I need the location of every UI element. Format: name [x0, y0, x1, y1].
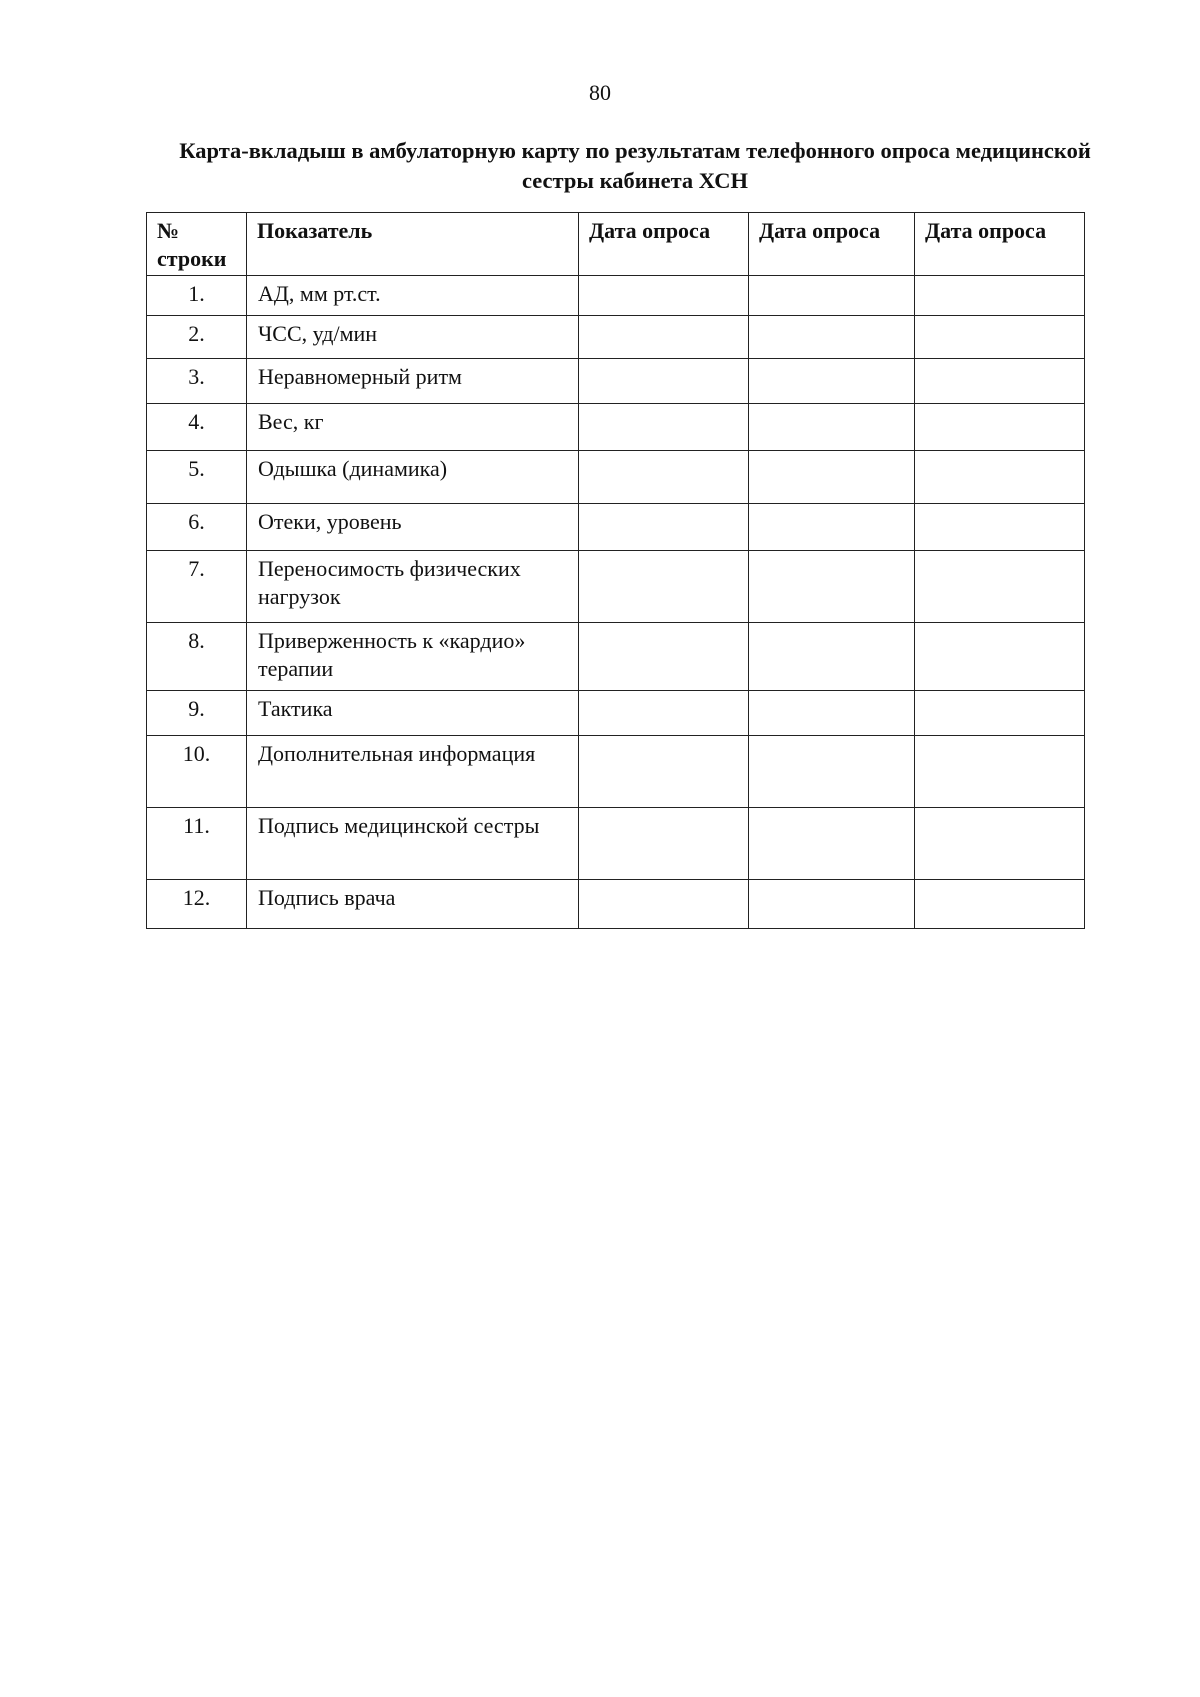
date-cell-3[interactable]: [915, 808, 1085, 880]
header-row-number-line-1: №: [157, 218, 180, 243]
table-row: [147, 551, 1085, 623]
date-cell-2[interactable]: [749, 316, 915, 359]
date-cell-1[interactable]: [579, 623, 749, 691]
date-cell-2[interactable]: [749, 808, 915, 880]
date-cell-3[interactable]: [915, 451, 1085, 504]
header-indicator: Показатель: [247, 213, 579, 276]
table-row: [147, 880, 1085, 929]
date-cell-3[interactable]: [915, 623, 1085, 691]
row-number: 11.: [147, 808, 247, 880]
date-cell-3[interactable]: [915, 316, 1085, 359]
row-label: Подпись врача: [247, 880, 579, 929]
date-cell-3[interactable]: [915, 504, 1085, 551]
table-row: [147, 736, 1085, 808]
table-row: [147, 623, 1085, 691]
date-cell-3[interactable]: [915, 551, 1085, 623]
row-number: 12.: [147, 880, 247, 929]
row-number: 3.: [147, 359, 247, 404]
date-cell-1[interactable]: [579, 404, 749, 451]
table-row: [147, 276, 1085, 316]
date-cell-2[interactable]: [749, 880, 915, 929]
date-cell-2[interactable]: [749, 691, 915, 736]
date-cell-1[interactable]: [579, 736, 749, 808]
date-cell-2[interactable]: [749, 504, 915, 551]
date-cell-2[interactable]: [749, 276, 915, 316]
header-date-1: Дата опроса: [579, 213, 749, 276]
row-label: ЧСС, уд/мин: [247, 316, 579, 359]
row-number: 5.: [147, 451, 247, 504]
row-label: Подпись медицинской сестры: [247, 808, 579, 880]
date-cell-3[interactable]: [915, 276, 1085, 316]
title-line-1: Карта-вкладыш в амбулаторную карту по результатам телефонного опроса медицинской: [179, 138, 1091, 163]
page-number: 80: [589, 80, 611, 105]
table-row: [147, 404, 1085, 451]
row-label: Вес, кг: [247, 404, 579, 451]
table-row: [147, 808, 1085, 880]
row-label: Переносимость физических нагрузок: [247, 551, 579, 623]
survey-table: [146, 212, 1085, 929]
title-line-2: сестры кабинета ХСН: [522, 168, 748, 193]
row-number: 8.: [147, 623, 247, 691]
date-cell-2[interactable]: [749, 359, 915, 404]
header-row-number: [147, 213, 247, 276]
date-cell-3[interactable]: [915, 691, 1085, 736]
row-label: Приверженность к «кардио» терапии: [247, 623, 579, 691]
header-row-number-line-2: строки: [157, 246, 227, 271]
date-cell-3[interactable]: [915, 880, 1085, 929]
table-row: [147, 359, 1085, 404]
date-cell-3[interactable]: [915, 404, 1085, 451]
table-row: [147, 504, 1085, 551]
date-cell-1[interactable]: [579, 880, 749, 929]
row-number: 4.: [147, 404, 247, 451]
table-row: [147, 451, 1085, 504]
row-number: 9.: [147, 691, 247, 736]
table-row: [147, 691, 1085, 736]
date-cell-2[interactable]: [749, 736, 915, 808]
date-cell-2[interactable]: [749, 551, 915, 623]
date-cell-1[interactable]: [579, 808, 749, 880]
table-header-row: [147, 213, 1085, 276]
date-cell-1[interactable]: [579, 316, 749, 359]
row-label: Одышка (динамика): [247, 451, 579, 504]
row-number: 6.: [147, 504, 247, 551]
header-date-3: Дата опроса: [915, 213, 1085, 276]
date-cell-1[interactable]: [579, 359, 749, 404]
date-cell-1[interactable]: [579, 276, 749, 316]
row-label: Тактика: [247, 691, 579, 736]
document-title: [140, 136, 1130, 196]
date-cell-3[interactable]: [915, 359, 1085, 404]
row-label: Неравномерный ритм: [247, 359, 579, 404]
row-label: Дополнительная информация: [247, 736, 579, 808]
row-label: АД, мм рт.ст.: [247, 276, 579, 316]
row-number: 1.: [147, 276, 247, 316]
date-cell-2[interactable]: [749, 623, 915, 691]
row-number: 2.: [147, 316, 247, 359]
date-cell-1[interactable]: [579, 451, 749, 504]
date-cell-3[interactable]: [915, 736, 1085, 808]
date-cell-1[interactable]: [579, 691, 749, 736]
row-number: 7.: [147, 551, 247, 623]
date-cell-2[interactable]: [749, 404, 915, 451]
date-cell-2[interactable]: [749, 451, 915, 504]
date-cell-1[interactable]: [579, 504, 749, 551]
date-cell-1[interactable]: [579, 551, 749, 623]
row-number: 10.: [147, 736, 247, 808]
table-row: [147, 316, 1085, 359]
header-date-2: Дата опроса: [749, 213, 915, 276]
row-label: Отеки, уровень: [247, 504, 579, 551]
